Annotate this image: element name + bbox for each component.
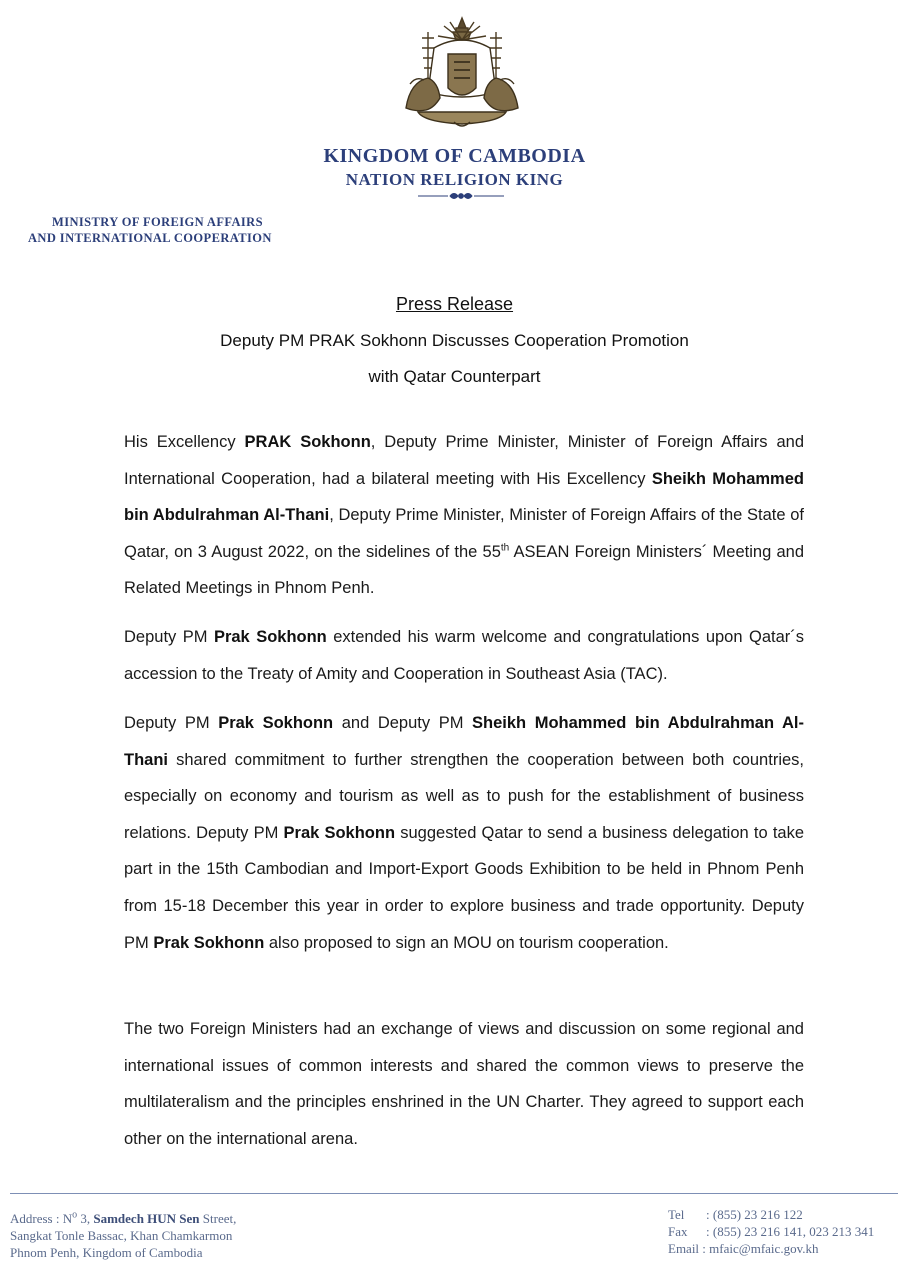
address-line-1: Address : $N^o$ 3, Samdech HUN Sen Street, <box>10 1209 237 1226</box>
paragraph-2: Deputy PM Prak Sokhonn extended his warm welcome and congratulations upon Qatar´s accession to the Treaty of Amity and Cooperation in Southeast Asia (TAC). <box>124 628 804 683</box>
footer-address <box>10 1210 340 1261</box>
address-line-2: Sangkat Tonle Bassac, Khan Chamkarmon <box>10 1228 233 1243</box>
contact-email[interactable]: Email : mfaic@mfaic.gov.kh <box>668 1241 819 1256</box>
kingdom-title: KINGDOM OF CAMBODIA <box>323 145 586 167</box>
footer-divider <box>10 1193 898 1194</box>
address-line-3: Phnom Penh, Kingdom of Cambodia <box>10 1245 203 1260</box>
ornament-divider-icon <box>418 190 504 202</box>
paragraph-3: Deputy PM Prak Sokhonn and Deputy PM Sheikh Mohammed bin Abdulrahman Al-Thani shared commitment to further strengthen the cooperation between both countries, especially on economy and tourism as well as to push for the establishment of business relations. Deputy PM Prak Sokhonn suggested Qatar to send a business delegation to take part in the 15th Cambodian and Import-Export Goods Exhibition to be held in Phnom Penh from 15-18 December this year in order to explore business and trade opportunity. Deputy PM Prak Sokhonn also proposed to sign an MOU on tourism cooperation. <box>124 714 805 952</box>
contact-fax: Fax : (855) 23 216 141, 023 213 341 <box>668 1224 875 1239</box>
national-motto: NATION RELIGION KING <box>345 170 564 189</box>
paragraph-4: The two Foreign Ministers had an exchange of views and discussion on some regional and international issues of common interests and shared the common views to preserve the multilateralism and the principles enshrined in the UN Charter. They agreed to support each other on the international arena. <box>124 1020 804 1148</box>
royal-coat-of-arms-icon <box>398 14 526 132</box>
ministry-line-2: AND INTERNATIONAL COOPERATION <box>28 231 272 245</box>
headline-line-1: Deputy PM PRAK Sokhonn Discusses Cooperation Promotion <box>220 331 689 350</box>
contact-tel: Tel : (855) 23 216 122 <box>668 1207 803 1222</box>
press-release-label: Press Release <box>395 294 514 314</box>
paragraph-1: His Excellency PRAK Sokhonn, Deputy Prime Minister, Minister of Foreign Affairs and International Cooperation, had a bilateral meeting with His Excellency Sheikh Mohammed bin Abdulrahman Al-Thani, Deputy Prime Minister, Minister of Foreign Affairs of the State of Qatar, on 3 August 2022, on the sidelines of the 55th ASEAN Foreign Ministers´ Meeting and Related Meetings in Phnom Penh. <box>124 433 804 598</box>
ministry-name <box>28 214 328 246</box>
headline-line-2: with Qatar Counterpart <box>368 367 541 386</box>
footer-contact <box>668 1206 906 1257</box>
ministry-line-1: MINISTRY OF FOREIGN AFFAIRS <box>52 215 263 229</box>
